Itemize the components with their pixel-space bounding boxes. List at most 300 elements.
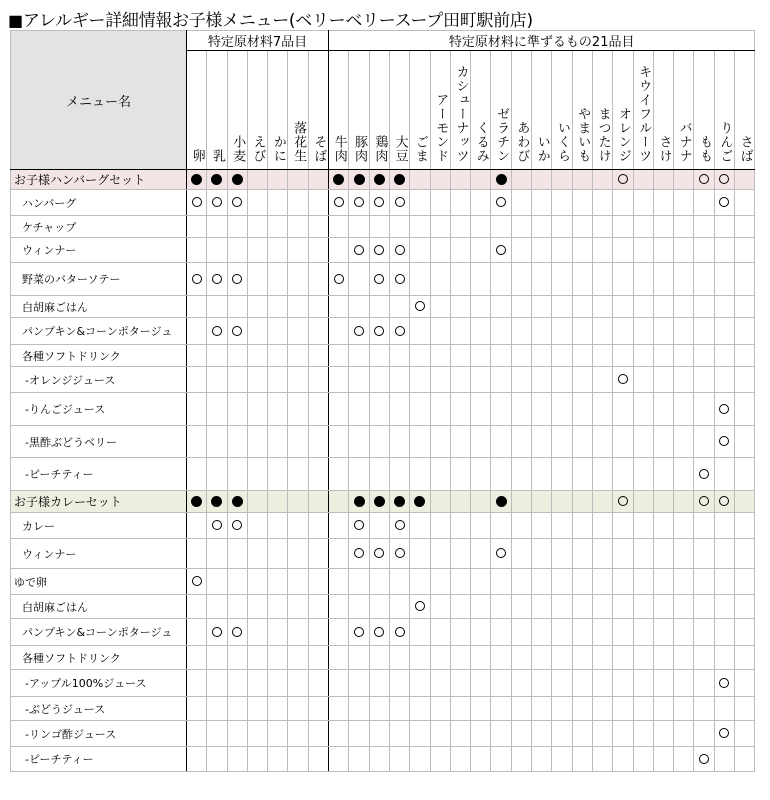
contains-ring-mark — [699, 174, 709, 184]
cell-16 — [491, 539, 511, 569]
cell-18 — [532, 646, 552, 670]
cell-27 — [714, 619, 734, 646]
cell-10 — [369, 747, 389, 772]
cell-24 — [653, 595, 673, 619]
cell-20 — [572, 697, 592, 721]
cell-9 — [349, 458, 369, 491]
cell-9 — [349, 190, 369, 216]
cell-2 — [207, 747, 227, 772]
cell-1 — [187, 670, 207, 697]
cell-13 — [430, 393, 450, 426]
cell-3 — [227, 539, 247, 569]
cell-24 — [653, 170, 673, 190]
cell-18 — [532, 458, 552, 491]
cell-6 — [288, 569, 308, 595]
contains-ring-mark — [232, 520, 242, 530]
cell-4 — [247, 190, 267, 216]
contains-dot-mark — [496, 174, 507, 185]
allergen-label: 卵 — [189, 149, 205, 163]
cell-9 — [349, 569, 369, 595]
cell-13 — [430, 539, 450, 569]
cell-3 — [227, 619, 247, 646]
cell-4 — [247, 619, 267, 646]
cell-21 — [592, 426, 612, 458]
cell-9 — [349, 697, 369, 721]
cell-27 — [714, 595, 734, 619]
contains-ring-mark — [395, 245, 405, 255]
cell-16 — [491, 747, 511, 772]
cell-22 — [613, 670, 633, 697]
cell-20 — [572, 595, 592, 619]
cell-17 — [511, 170, 531, 190]
cell-13 — [430, 263, 450, 296]
cell-24 — [653, 426, 673, 458]
cell-24 — [653, 238, 673, 263]
cell-23 — [633, 345, 653, 367]
item-name: 野菜のバターソテー — [11, 263, 187, 296]
cell-19 — [552, 216, 572, 238]
cell-16 — [491, 263, 511, 296]
contains-ring-mark — [232, 627, 242, 637]
cell-25 — [674, 393, 694, 426]
allergen-header-2 — [207, 51, 227, 170]
cell-9 — [349, 721, 369, 747]
cell-13 — [430, 595, 450, 619]
cell-12 — [410, 216, 430, 238]
cell-18 — [532, 513, 552, 539]
cell-15 — [471, 296, 491, 318]
cell-19 — [552, 318, 572, 345]
cell-21 — [592, 721, 612, 747]
allergen-label: ゼラチン — [494, 107, 510, 163]
cell-24 — [653, 569, 673, 595]
cell-21 — [592, 393, 612, 426]
cell-20 — [572, 646, 592, 670]
cell-25 — [674, 318, 694, 345]
cell-13 — [430, 367, 450, 393]
cell-5 — [268, 670, 288, 697]
contains-ring-mark — [334, 274, 344, 284]
contains-ring-mark — [415, 601, 425, 611]
cell-5 — [268, 646, 288, 670]
menu-name-header: メニュー名 — [11, 31, 187, 170]
cell-27 — [714, 216, 734, 238]
contains-ring-mark — [395, 548, 405, 558]
cell-8 — [329, 491, 349, 513]
cell-11 — [389, 595, 409, 619]
cell-4 — [247, 595, 267, 619]
cell-25 — [674, 646, 694, 670]
cell-25 — [674, 721, 694, 747]
allergen-header-22 — [613, 51, 633, 170]
item-name: -ピーチティー — [11, 458, 187, 491]
cell-10 — [369, 721, 389, 747]
cell-12 — [410, 296, 430, 318]
cell-13 — [430, 513, 450, 539]
cell-16 — [491, 721, 511, 747]
cell-18 — [532, 569, 552, 595]
cell-14 — [450, 263, 470, 296]
contains-ring-mark — [699, 469, 709, 479]
cell-20 — [572, 539, 592, 569]
cell-26 — [694, 318, 714, 345]
cell-26 — [694, 345, 714, 367]
cell-28 — [735, 296, 755, 318]
cell-26 — [694, 296, 714, 318]
cell-27 — [714, 569, 734, 595]
cell-21 — [592, 458, 612, 491]
cell-26 — [694, 697, 714, 721]
item-row — [11, 747, 755, 772]
cell-27 — [714, 296, 734, 318]
cell-15 — [471, 513, 491, 539]
cell-3 — [227, 595, 247, 619]
cell-11 — [389, 491, 409, 513]
cell-24 — [653, 619, 673, 646]
cell-3 — [227, 747, 247, 772]
cell-9 — [349, 216, 369, 238]
cell-19 — [552, 393, 572, 426]
cell-7 — [308, 595, 328, 619]
cell-3 — [227, 513, 247, 539]
cell-10 — [369, 513, 389, 539]
cell-1 — [187, 721, 207, 747]
cell-26 — [694, 721, 714, 747]
cell-20 — [572, 190, 592, 216]
cell-3 — [227, 263, 247, 296]
cell-22 — [613, 569, 633, 595]
item-name: -アップル100%ジュース — [11, 670, 187, 697]
cell-22 — [613, 393, 633, 426]
cell-1 — [187, 491, 207, 513]
cell-5 — [268, 296, 288, 318]
item-row — [11, 190, 755, 216]
cell-16 — [491, 170, 511, 190]
item-row — [11, 670, 755, 697]
cell-11 — [389, 367, 409, 393]
contains-ring-mark — [395, 197, 405, 207]
cell-22 — [613, 513, 633, 539]
contains-ring-mark — [354, 197, 364, 207]
cell-6 — [288, 190, 308, 216]
cell-19 — [552, 747, 572, 772]
cell-14 — [450, 491, 470, 513]
contains-ring-mark — [374, 197, 384, 207]
contains-ring-mark — [374, 274, 384, 284]
cell-3 — [227, 721, 247, 747]
page-title — [8, 6, 533, 31]
cell-19 — [552, 190, 572, 216]
allergen-label: さけ — [656, 135, 672, 163]
cell-5 — [268, 345, 288, 367]
cell-17 — [511, 491, 531, 513]
cell-6 — [288, 539, 308, 569]
cell-26 — [694, 263, 714, 296]
cell-1 — [187, 190, 207, 216]
cell-18 — [532, 619, 552, 646]
title-square-mark: ■ — [8, 11, 23, 30]
item-name: -オレンジジュース — [11, 367, 187, 393]
cell-3 — [227, 426, 247, 458]
cell-14 — [450, 345, 470, 367]
item-row — [11, 513, 755, 539]
cell-16 — [491, 646, 511, 670]
cell-15 — [471, 458, 491, 491]
cell-28 — [735, 539, 755, 569]
cell-8 — [329, 670, 349, 697]
cell-17 — [511, 263, 531, 296]
contains-ring-mark — [395, 520, 405, 530]
cell-5 — [268, 263, 288, 296]
cell-8 — [329, 619, 349, 646]
allergen-header-5 — [268, 51, 288, 170]
cell-26 — [694, 670, 714, 697]
cell-4 — [247, 367, 267, 393]
cell-2 — [207, 697, 227, 721]
cell-3 — [227, 458, 247, 491]
cell-28 — [735, 670, 755, 697]
cell-19 — [552, 569, 572, 595]
cell-14 — [450, 569, 470, 595]
allergen-header-18 — [532, 51, 552, 170]
contains-ring-mark — [719, 197, 729, 207]
cell-5 — [268, 238, 288, 263]
cell-21 — [592, 318, 612, 345]
cell-13 — [430, 697, 450, 721]
cell-10 — [369, 569, 389, 595]
item-name: ハンバーグ — [11, 190, 187, 216]
cell-1 — [187, 238, 207, 263]
cell-21 — [592, 747, 612, 772]
cell-13 — [430, 670, 450, 697]
cell-28 — [735, 646, 755, 670]
cell-14 — [450, 170, 470, 190]
allergen-label: 鶏肉 — [372, 135, 388, 163]
cell-21 — [592, 569, 612, 595]
cell-21 — [592, 697, 612, 721]
cell-23 — [633, 216, 653, 238]
cell-7 — [308, 697, 328, 721]
cell-16 — [491, 190, 511, 216]
cell-6 — [288, 646, 308, 670]
cell-7 — [308, 569, 328, 595]
cell-16 — [491, 345, 511, 367]
cell-20 — [572, 345, 592, 367]
cell-25 — [674, 458, 694, 491]
cell-25 — [674, 670, 694, 697]
cell-13 — [430, 426, 450, 458]
cell-5 — [268, 539, 288, 569]
item-name: ケチャップ — [11, 216, 187, 238]
contains-ring-mark — [496, 197, 506, 207]
cell-17 — [511, 539, 531, 569]
cell-17 — [511, 747, 531, 772]
cell-1 — [187, 393, 207, 426]
contains-ring-mark — [212, 326, 222, 336]
cell-24 — [653, 367, 673, 393]
cell-10 — [369, 595, 389, 619]
cell-1 — [187, 170, 207, 190]
cell-26 — [694, 569, 714, 595]
cell-18 — [532, 170, 552, 190]
allergen-label: 小麦 — [230, 135, 246, 163]
cell-27 — [714, 670, 734, 697]
item-name: 白胡麻ごはん — [11, 296, 187, 318]
cell-24 — [653, 345, 673, 367]
cell-23 — [633, 513, 653, 539]
item-name: -黒酢ぶどうベリー — [11, 426, 187, 458]
cell-5 — [268, 569, 288, 595]
cell-25 — [674, 190, 694, 216]
cell-20 — [572, 367, 592, 393]
cell-6 — [288, 426, 308, 458]
allergen-header-6 — [288, 51, 308, 170]
allergen-table — [10, 30, 755, 772]
cell-15 — [471, 569, 491, 595]
cell-20 — [572, 393, 592, 426]
cell-28 — [735, 697, 755, 721]
cell-26 — [694, 238, 714, 263]
cell-16 — [491, 238, 511, 263]
cell-11 — [389, 263, 409, 296]
cell-27 — [714, 190, 734, 216]
cell-11 — [389, 697, 409, 721]
cell-25 — [674, 697, 694, 721]
allergen-header-21 — [592, 51, 612, 170]
cell-11 — [389, 670, 409, 697]
cell-28 — [735, 595, 755, 619]
cell-28 — [735, 263, 755, 296]
cell-19 — [552, 513, 572, 539]
allergen-header-27 — [714, 51, 734, 170]
cell-2 — [207, 595, 227, 619]
contains-dot-mark — [354, 496, 365, 507]
cell-9 — [349, 367, 369, 393]
cell-28 — [735, 216, 755, 238]
allergen-label: キウイフルーツ — [636, 65, 652, 163]
contains-ring-mark — [232, 326, 242, 336]
cell-23 — [633, 646, 653, 670]
cell-11 — [389, 539, 409, 569]
cell-13 — [430, 345, 450, 367]
cell-17 — [511, 619, 531, 646]
cell-17 — [511, 238, 531, 263]
cell-23 — [633, 238, 653, 263]
cell-23 — [633, 393, 653, 426]
cell-10 — [369, 170, 389, 190]
cell-18 — [532, 190, 552, 216]
cell-25 — [674, 513, 694, 539]
cell-3 — [227, 569, 247, 595]
allergen-header-9 — [349, 51, 369, 170]
cell-16 — [491, 619, 511, 646]
cell-21 — [592, 491, 612, 513]
allergen-label: 牛肉 — [331, 135, 347, 163]
cell-2 — [207, 238, 227, 263]
cell-7 — [308, 721, 328, 747]
cell-17 — [511, 595, 531, 619]
cell-18 — [532, 393, 552, 426]
allergen-label: もも — [697, 135, 713, 163]
cell-22 — [613, 367, 633, 393]
cell-23 — [633, 491, 653, 513]
cell-18 — [532, 426, 552, 458]
cell-9 — [349, 747, 369, 772]
cell-15 — [471, 595, 491, 619]
cell-27 — [714, 170, 734, 190]
cell-27 — [714, 539, 734, 569]
cell-10 — [369, 697, 389, 721]
cell-7 — [308, 296, 328, 318]
cell-17 — [511, 190, 531, 216]
cell-14 — [450, 697, 470, 721]
cell-15 — [471, 216, 491, 238]
cell-5 — [268, 595, 288, 619]
allergen-label: 乳 — [209, 149, 225, 163]
cell-13 — [430, 216, 450, 238]
cell-24 — [653, 670, 673, 697]
allergen-label: 落花生 — [291, 121, 307, 163]
cell-18 — [532, 345, 552, 367]
contains-ring-mark — [192, 274, 202, 284]
cell-5 — [268, 458, 288, 491]
cell-9 — [349, 670, 369, 697]
cell-15 — [471, 318, 491, 345]
cell-26 — [694, 646, 714, 670]
cell-9 — [349, 393, 369, 426]
cell-6 — [288, 393, 308, 426]
cell-23 — [633, 190, 653, 216]
cell-12 — [410, 670, 430, 697]
cell-5 — [268, 367, 288, 393]
cell-19 — [552, 238, 572, 263]
cell-14 — [450, 721, 470, 747]
cell-1 — [187, 569, 207, 595]
cell-22 — [613, 619, 633, 646]
allergen-label: オレンジ — [615, 107, 631, 163]
cell-2 — [207, 513, 227, 539]
cell-17 — [511, 393, 531, 426]
cell-2 — [207, 345, 227, 367]
group-header-row — [11, 31, 755, 51]
cell-11 — [389, 393, 409, 426]
cell-1 — [187, 747, 207, 772]
allergen-label: かに — [270, 135, 286, 163]
contains-ring-mark — [212, 627, 222, 637]
contains-dot-mark — [394, 496, 405, 507]
contains-ring-mark — [395, 274, 405, 284]
cell-10 — [369, 426, 389, 458]
cell-18 — [532, 216, 552, 238]
cell-13 — [430, 238, 450, 263]
cell-25 — [674, 595, 694, 619]
cell-8 — [329, 296, 349, 318]
allergen-header-10 — [369, 51, 389, 170]
cell-22 — [613, 345, 633, 367]
cell-24 — [653, 513, 673, 539]
cell-27 — [714, 345, 734, 367]
cell-25 — [674, 491, 694, 513]
cell-25 — [674, 367, 694, 393]
cell-22 — [613, 318, 633, 345]
allergen-header-28 — [735, 51, 755, 170]
cell-13 — [430, 619, 450, 646]
cell-4 — [247, 458, 267, 491]
cell-13 — [430, 747, 450, 772]
cell-3 — [227, 318, 247, 345]
cell-28 — [735, 513, 755, 539]
cell-22 — [613, 426, 633, 458]
